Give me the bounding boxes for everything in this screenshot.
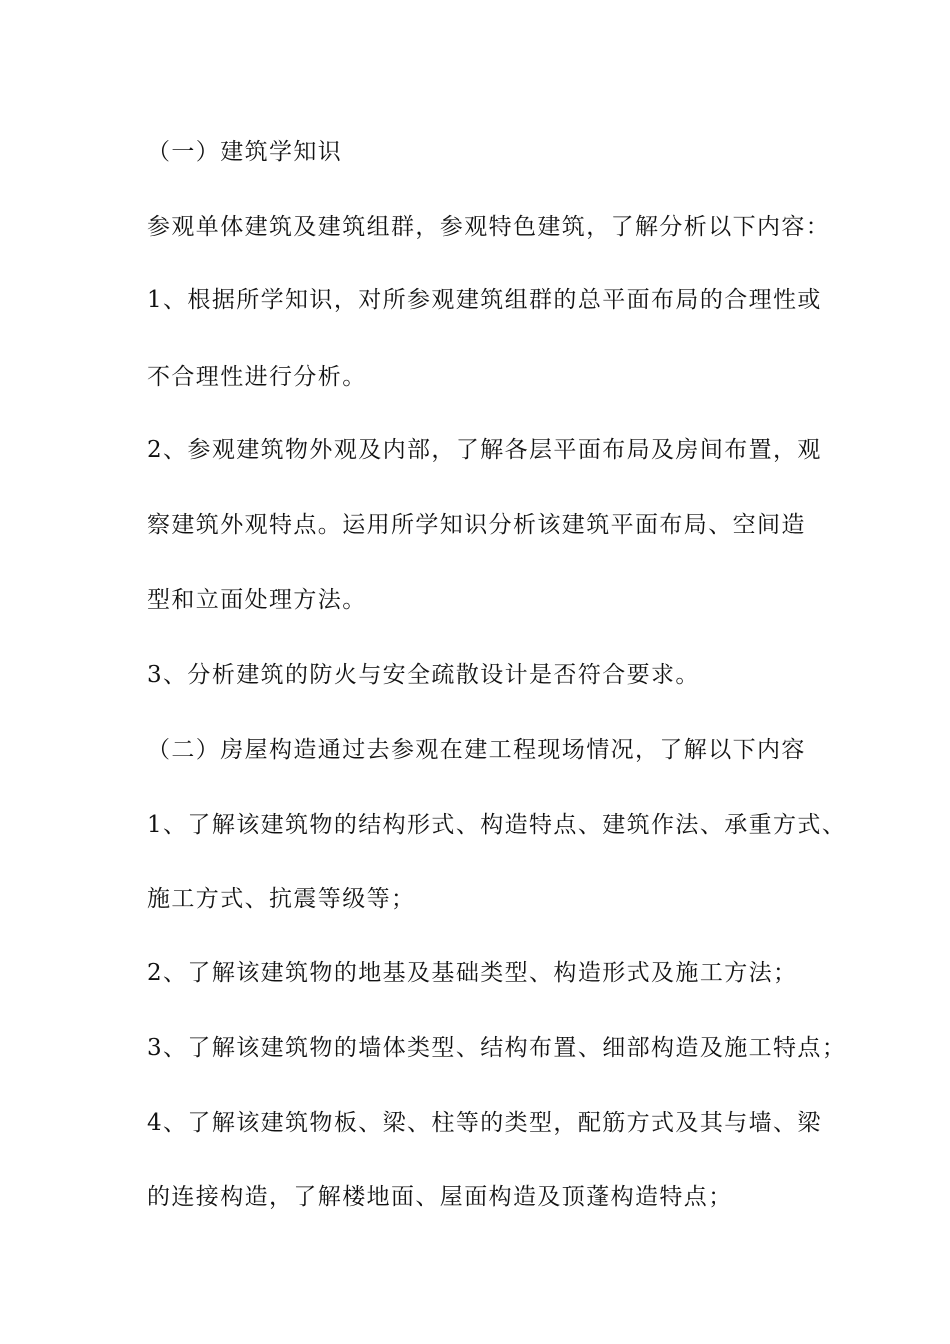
paragraph-line: 1、根据所学知识，对所参观建筑组群的总平面布局的合理性或 <box>147 287 822 313</box>
paragraph-line: 3、分析建筑的防火与安全疏散设计是否符合要求。 <box>147 662 700 688</box>
paragraph-line: 参观单体建筑及建筑组群，参观特色建筑，了解分析以下内容： <box>147 214 831 240</box>
section-heading-architecture: （一）建筑学知识 <box>147 139 343 165</box>
paragraph-line: 施工方式、抗震等级等； <box>147 886 416 912</box>
paragraph-line: 3、了解该建筑物的墙体类型、结构布置、细部构造及施工特点； <box>147 1035 847 1061</box>
paragraph-line: 察建筑外观特点。运用所学知识分析该建筑平面布局、空间造 <box>147 512 806 538</box>
paragraph-line: 4、了解该建筑物板、梁、柱等的类型，配筋方式及其与墙、梁 <box>147 1110 822 1136</box>
paragraph-line: 1、了解该建筑物的结构形式、构造特点、建筑作法、承重方式、 <box>147 812 847 838</box>
paragraph-line: 的连接构造，了解楼地面、屋面构造及顶蓬构造特点； <box>147 1184 733 1210</box>
paragraph-line: 型和立面处理方法。 <box>147 587 367 613</box>
paragraph-line: 2、参观建筑物外观及内部，了解各层平面布局及房间布置，观 <box>147 437 822 463</box>
section-heading-construction: （二）房屋构造通过去参观在建工程现场情况，了解以下内容 <box>147 737 806 763</box>
paragraph-line: 2、了解该建筑物的地基及基础类型、构造形式及施工方法； <box>147 960 798 986</box>
paragraph-line: 不合理性进行分析。 <box>147 364 367 390</box>
